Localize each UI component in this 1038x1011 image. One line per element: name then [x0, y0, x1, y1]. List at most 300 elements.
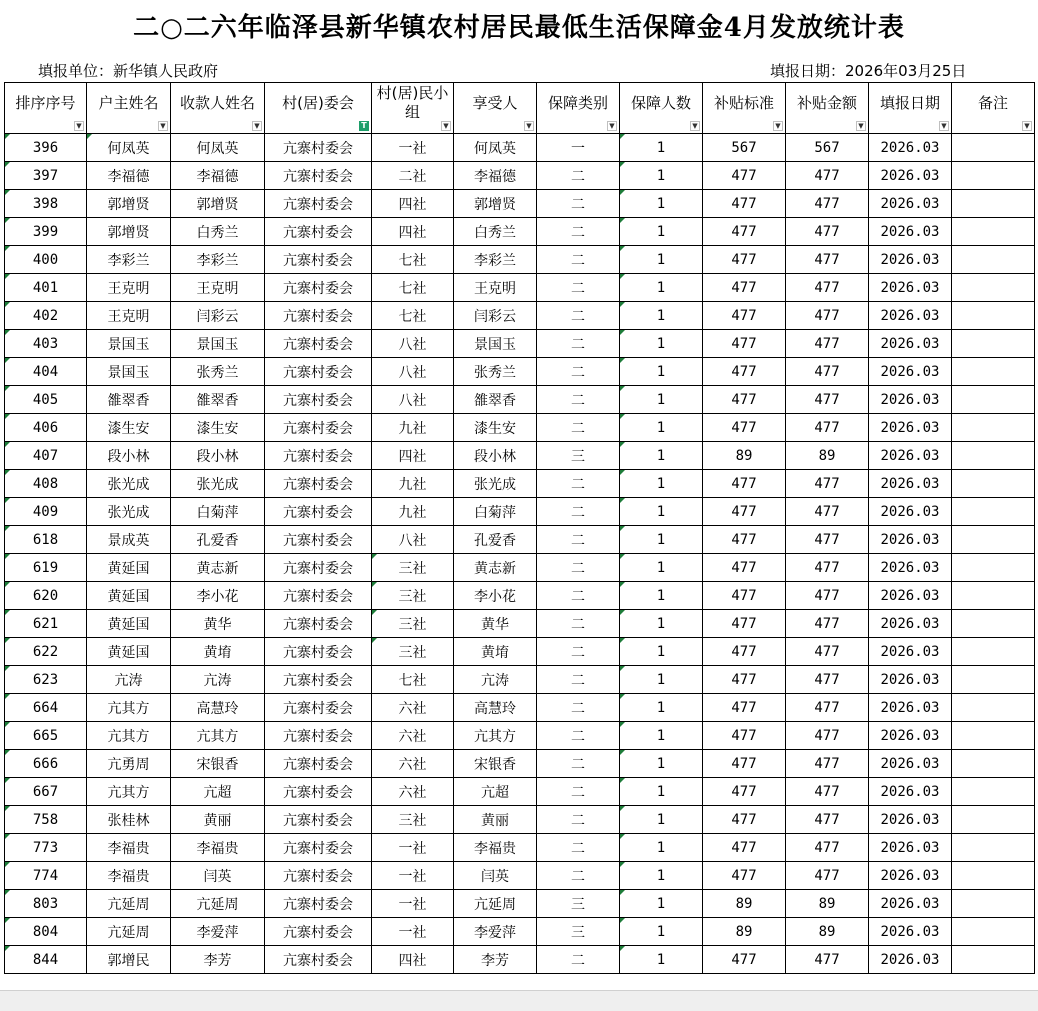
table-cell[interactable]: 雒翠香 — [87, 386, 171, 414]
table-cell[interactable]: 白菊萍 — [454, 498, 537, 526]
table-cell[interactable]: 621 — [5, 610, 87, 638]
table-cell[interactable]: 399 — [5, 218, 87, 246]
table-cell[interactable]: 白秀兰 — [454, 218, 537, 246]
table-cell[interactable]: 一社 — [372, 862, 454, 890]
table-cell[interactable]: 1 — [620, 554, 703, 582]
table-cell[interactable]: 三社 — [372, 806, 454, 834]
table-cell[interactable]: 二 — [537, 750, 620, 778]
table-cell[interactable]: 李芳 — [171, 946, 265, 974]
table-cell[interactable]: 二 — [537, 862, 620, 890]
table-cell[interactable]: 黄志新 — [454, 554, 537, 582]
table-cell[interactable] — [952, 610, 1035, 638]
table-cell[interactable] — [952, 694, 1035, 722]
table-cell[interactable]: 王克明 — [87, 274, 171, 302]
table-cell[interactable]: 亢其方 — [171, 722, 265, 750]
table-cell[interactable]: 2026.03 — [869, 134, 952, 162]
table-cell[interactable]: 郭增贤 — [87, 218, 171, 246]
table-cell[interactable]: 619 — [5, 554, 87, 582]
table-cell[interactable] — [952, 246, 1035, 274]
table-cell[interactable]: 李福德 — [454, 162, 537, 190]
table-cell[interactable]: 雒翠香 — [454, 386, 537, 414]
table-cell[interactable]: 二 — [537, 274, 620, 302]
table-cell[interactable]: 2026.03 — [869, 470, 952, 498]
table-cell[interactable]: 亢延周 — [87, 918, 171, 946]
table-cell[interactable]: 二 — [537, 694, 620, 722]
table-cell[interactable]: 亢寨村委会 — [265, 414, 372, 442]
filter-dropdown-icon[interactable]: ▼ — [1022, 121, 1032, 131]
table-cell[interactable]: 亢寨村委会 — [265, 470, 372, 498]
table-cell[interactable]: 亢勇周 — [87, 750, 171, 778]
table-cell[interactable]: 774 — [5, 862, 87, 890]
table-cell[interactable]: 477 — [786, 806, 869, 834]
table-cell[interactable]: 亢其方 — [87, 778, 171, 806]
table-cell[interactable]: 孔爱香 — [171, 526, 265, 554]
table-cell[interactable]: 张秀兰 — [171, 358, 265, 386]
table-cell[interactable]: 二 — [537, 162, 620, 190]
table-cell[interactable]: 1 — [620, 582, 703, 610]
table-cell[interactable]: 漆生安 — [454, 414, 537, 442]
table-cell[interactable]: 402 — [5, 302, 87, 330]
table-cell[interactable]: 宋银香 — [171, 750, 265, 778]
table-cell[interactable]: 477 — [703, 554, 786, 582]
table-cell[interactable]: 雒翠香 — [171, 386, 265, 414]
table-cell[interactable]: 89 — [786, 918, 869, 946]
table-cell[interactable]: 亢寨村委会 — [265, 918, 372, 946]
table-cell[interactable]: 1 — [620, 358, 703, 386]
table-cell[interactable]: 亢延周 — [171, 890, 265, 918]
table-cell[interactable]: 段小林 — [454, 442, 537, 470]
table-cell[interactable]: 396 — [5, 134, 87, 162]
filter-dropdown-icon[interactable]: ▼ — [74, 121, 84, 131]
table-cell[interactable]: 王克明 — [87, 302, 171, 330]
table-cell[interactable]: 亢寨村委会 — [265, 330, 372, 358]
table-cell[interactable]: 二 — [537, 190, 620, 218]
table-cell[interactable]: 亢寨村委会 — [265, 358, 372, 386]
table-cell[interactable]: 477 — [703, 666, 786, 694]
table-cell[interactable]: 亢寨村委会 — [265, 134, 372, 162]
table-cell[interactable]: 477 — [703, 246, 786, 274]
table-cell[interactable]: 四社 — [372, 946, 454, 974]
table-cell[interactable]: 567 — [703, 134, 786, 162]
table-cell[interactable] — [952, 582, 1035, 610]
table-cell[interactable]: 2026.03 — [869, 862, 952, 890]
table-cell[interactable]: 六社 — [372, 694, 454, 722]
table-cell[interactable]: 477 — [786, 834, 869, 862]
table-cell[interactable]: 九社 — [372, 470, 454, 498]
table-cell[interactable]: 2026.03 — [869, 582, 952, 610]
table-cell[interactable]: 张光成 — [171, 470, 265, 498]
table-cell[interactable]: 2026.03 — [869, 806, 952, 834]
table-cell[interactable]: 九社 — [372, 498, 454, 526]
table-cell[interactable]: 398 — [5, 190, 87, 218]
table-cell[interactable]: 477 — [703, 638, 786, 666]
table-cell[interactable]: 1 — [620, 246, 703, 274]
table-cell[interactable]: 四社 — [372, 218, 454, 246]
table-cell[interactable]: 亢寨村委会 — [265, 442, 372, 470]
table-cell[interactable]: 477 — [786, 190, 869, 218]
table-cell[interactable]: 二 — [537, 526, 620, 554]
table-cell[interactable]: 二 — [537, 246, 620, 274]
table-cell[interactable] — [952, 806, 1035, 834]
table-cell[interactable]: 2026.03 — [869, 666, 952, 694]
table-cell[interactable]: 2026.03 — [869, 890, 952, 918]
table-cell[interactable]: 三 — [537, 442, 620, 470]
table-cell[interactable]: 二 — [537, 722, 620, 750]
table-cell[interactable]: 89 — [703, 890, 786, 918]
table-cell[interactable] — [952, 666, 1035, 694]
table-cell[interactable]: 2026.03 — [869, 778, 952, 806]
table-cell[interactable]: 李芳 — [454, 946, 537, 974]
table-cell[interactable]: 2026.03 — [869, 722, 952, 750]
table-cell[interactable]: 二 — [537, 470, 620, 498]
table-cell[interactable]: 王克明 — [454, 274, 537, 302]
table-cell[interactable]: 李小花 — [454, 582, 537, 610]
table-cell[interactable]: 景国玉 — [171, 330, 265, 358]
table-cell[interactable]: 李福德 — [171, 162, 265, 190]
table-cell[interactable]: 477 — [786, 330, 869, 358]
table-cell[interactable]: 闫彩云 — [454, 302, 537, 330]
table-cell[interactable]: 张光成 — [454, 470, 537, 498]
table-cell[interactable]: 409 — [5, 498, 87, 526]
table-cell[interactable]: 四社 — [372, 190, 454, 218]
table-cell[interactable]: 一 — [537, 134, 620, 162]
table-cell[interactable]: 477 — [786, 302, 869, 330]
table-cell[interactable]: 2026.03 — [869, 610, 952, 638]
table-cell[interactable]: 黄延国 — [87, 582, 171, 610]
table-cell[interactable]: 1 — [620, 722, 703, 750]
table-cell[interactable]: 亢寨村委会 — [265, 498, 372, 526]
filter-dropdown-icon[interactable]: ▼ — [690, 121, 700, 131]
table-cell[interactable]: 亢延周 — [87, 890, 171, 918]
table-cell[interactable]: 亢寨村委会 — [265, 162, 372, 190]
table-cell[interactable]: 漆生安 — [87, 414, 171, 442]
table-cell[interactable]: 1 — [620, 946, 703, 974]
table-cell[interactable]: 一社 — [372, 134, 454, 162]
table-cell[interactable] — [952, 862, 1035, 890]
table-cell[interactable]: 李福贵 — [454, 834, 537, 862]
table-cell[interactable]: 1 — [620, 218, 703, 246]
table-cell[interactable]: 亢寨村委会 — [265, 946, 372, 974]
table-cell[interactable]: 三 — [537, 890, 620, 918]
table-cell[interactable]: 三社 — [372, 582, 454, 610]
table-cell[interactable]: 2026.03 — [869, 386, 952, 414]
table-cell[interactable] — [952, 722, 1035, 750]
table-cell[interactable]: 一社 — [372, 890, 454, 918]
table-cell[interactable]: 2026.03 — [869, 246, 952, 274]
table-cell[interactable]: 亢寨村委会 — [265, 610, 372, 638]
table-cell[interactable]: 亢寨村委会 — [265, 526, 372, 554]
table-cell[interactable]: 三社 — [372, 638, 454, 666]
table-cell[interactable]: 2026.03 — [869, 218, 952, 246]
table-cell[interactable]: 郭增贤 — [87, 190, 171, 218]
table-cell[interactable]: 477 — [703, 582, 786, 610]
filter-dropdown-icon[interactable]: ▼ — [524, 121, 534, 131]
table-cell[interactable]: 2026.03 — [869, 946, 952, 974]
table-cell[interactable]: 2026.03 — [869, 638, 952, 666]
table-cell[interactable]: 二 — [537, 638, 620, 666]
table-cell[interactable]: 黄堉 — [171, 638, 265, 666]
table-cell[interactable]: 1 — [620, 162, 703, 190]
table-cell[interactable]: 景国玉 — [87, 330, 171, 358]
table-cell[interactable]: 1 — [620, 386, 703, 414]
table-cell[interactable]: 477 — [703, 806, 786, 834]
table-cell[interactable]: 401 — [5, 274, 87, 302]
table-cell[interactable]: 89 — [786, 442, 869, 470]
table-cell[interactable]: 景成英 — [87, 526, 171, 554]
table-cell[interactable]: 1 — [620, 862, 703, 890]
table-cell[interactable]: 七社 — [372, 666, 454, 694]
table-cell[interactable]: 二 — [537, 946, 620, 974]
table-cell[interactable]: 宋银香 — [454, 750, 537, 778]
table-cell[interactable]: 李福贵 — [171, 834, 265, 862]
table-cell[interactable]: 亢寨村委会 — [265, 750, 372, 778]
table-cell[interactable]: 黄延国 — [87, 610, 171, 638]
table-cell[interactable]: 亢寨村委会 — [265, 778, 372, 806]
table-cell[interactable]: 二 — [537, 610, 620, 638]
table-cell[interactable]: 1 — [620, 918, 703, 946]
table-cell[interactable]: 618 — [5, 526, 87, 554]
table-cell[interactable]: 亢寨村委会 — [265, 638, 372, 666]
table-cell[interactable]: 1 — [620, 190, 703, 218]
table-cell[interactable]: 四社 — [372, 442, 454, 470]
table-cell[interactable] — [952, 834, 1035, 862]
table-cell[interactable]: 景国玉 — [87, 358, 171, 386]
table-cell[interactable]: 1 — [620, 134, 703, 162]
table-cell[interactable]: 八社 — [372, 358, 454, 386]
table-cell[interactable]: 804 — [5, 918, 87, 946]
table-cell[interactable]: 二 — [537, 806, 620, 834]
table-cell[interactable]: 405 — [5, 386, 87, 414]
table-cell[interactable]: 段小林 — [171, 442, 265, 470]
table-cell[interactable]: 844 — [5, 946, 87, 974]
table-cell[interactable]: 八社 — [372, 330, 454, 358]
table-cell[interactable]: 亢涛 — [454, 666, 537, 694]
filter-dropdown-icon[interactable]: ▼ — [158, 121, 168, 131]
table-cell[interactable]: 2026.03 — [869, 554, 952, 582]
table-cell[interactable]: 何凤英 — [87, 134, 171, 162]
table-cell[interactable]: 孔爱香 — [454, 526, 537, 554]
table-cell[interactable]: 1 — [620, 442, 703, 470]
table-cell[interactable]: 477 — [786, 554, 869, 582]
table-cell[interactable]: 477 — [786, 274, 869, 302]
filter-dropdown-icon[interactable]: ▼ — [856, 121, 866, 131]
table-cell[interactable]: 477 — [786, 946, 869, 974]
table-cell[interactable]: 477 — [786, 862, 869, 890]
table-cell[interactable]: 477 — [703, 498, 786, 526]
table-cell[interactable]: 2026.03 — [869, 358, 952, 386]
table-cell[interactable]: 477 — [703, 274, 786, 302]
table-cell[interactable]: 李爱萍 — [171, 918, 265, 946]
table-cell[interactable]: 477 — [786, 526, 869, 554]
table-cell[interactable]: 郭增贤 — [171, 190, 265, 218]
filter-dropdown-icon[interactable]: ▼ — [252, 121, 262, 131]
table-cell[interactable]: 403 — [5, 330, 87, 358]
table-cell[interactable]: 803 — [5, 890, 87, 918]
table-cell[interactable] — [952, 190, 1035, 218]
table-cell[interactable]: 段小林 — [87, 442, 171, 470]
table-cell[interactable]: 477 — [703, 750, 786, 778]
table-cell[interactable]: 477 — [703, 386, 786, 414]
table-cell[interactable]: 477 — [703, 778, 786, 806]
table-cell[interactable]: 亢寨村委会 — [265, 190, 372, 218]
table-cell[interactable]: 477 — [786, 694, 869, 722]
table-cell[interactable]: 亢其方 — [87, 722, 171, 750]
table-cell[interactable]: 漆生安 — [171, 414, 265, 442]
table-cell[interactable]: 477 — [786, 470, 869, 498]
table-cell[interactable]: 七社 — [372, 302, 454, 330]
table-cell[interactable]: 七社 — [372, 246, 454, 274]
table-cell[interactable]: 二 — [537, 834, 620, 862]
table-cell[interactable]: 李福德 — [87, 162, 171, 190]
table-cell[interactable]: 623 — [5, 666, 87, 694]
table-cell[interactable]: 白菊萍 — [171, 498, 265, 526]
table-cell[interactable]: 620 — [5, 582, 87, 610]
table-cell[interactable]: 477 — [703, 190, 786, 218]
table-cell[interactable]: 2026.03 — [869, 302, 952, 330]
table-cell[interactable]: 亢寨村委会 — [265, 218, 372, 246]
table-cell[interactable]: 2026.03 — [869, 190, 952, 218]
table-cell[interactable]: 477 — [703, 414, 786, 442]
filter-dropdown-icon[interactable]: ▼ — [939, 121, 949, 131]
table-cell[interactable]: 黄华 — [171, 610, 265, 638]
table-cell[interactable]: 1 — [620, 330, 703, 358]
filter-dropdown-icon[interactable]: ▼ — [773, 121, 783, 131]
table-cell[interactable]: 王克明 — [171, 274, 265, 302]
table-cell[interactable]: 亢寨村委会 — [265, 862, 372, 890]
table-cell[interactable]: 1 — [620, 806, 703, 834]
table-cell[interactable]: 406 — [5, 414, 87, 442]
table-cell[interactable]: 477 — [703, 330, 786, 358]
table-cell[interactable]: 三社 — [372, 610, 454, 638]
table-cell[interactable]: 二 — [537, 666, 620, 694]
table-cell[interactable]: 闫彩云 — [171, 302, 265, 330]
table-cell[interactable]: 九社 — [372, 414, 454, 442]
table-cell[interactable]: 1 — [620, 890, 703, 918]
table-cell[interactable]: 黄丽 — [171, 806, 265, 834]
table-cell[interactable]: 闫英 — [171, 862, 265, 890]
table-cell[interactable]: 477 — [703, 470, 786, 498]
table-cell[interactable] — [952, 386, 1035, 414]
table-cell[interactable]: 477 — [786, 218, 869, 246]
table-cell[interactable]: 二 — [537, 218, 620, 246]
table-cell[interactable]: 黄丽 — [454, 806, 537, 834]
table-cell[interactable]: 黄志新 — [171, 554, 265, 582]
table-cell[interactable]: 89 — [786, 890, 869, 918]
table-cell[interactable]: 亢寨村委会 — [265, 666, 372, 694]
table-cell[interactable]: 亢寨村委会 — [265, 722, 372, 750]
table-cell[interactable]: 闫英 — [454, 862, 537, 890]
table-cell[interactable]: 1 — [620, 470, 703, 498]
table-cell[interactable]: 477 — [786, 358, 869, 386]
table-cell[interactable] — [952, 470, 1035, 498]
table-cell[interactable]: 1 — [620, 526, 703, 554]
table-cell[interactable]: 665 — [5, 722, 87, 750]
table-cell[interactable]: 477 — [786, 638, 869, 666]
table-cell[interactable]: 667 — [5, 778, 87, 806]
table-cell[interactable]: 1 — [620, 638, 703, 666]
table-cell[interactable]: 一社 — [372, 918, 454, 946]
table-cell[interactable]: 亢其方 — [454, 722, 537, 750]
table-cell[interactable]: 773 — [5, 834, 87, 862]
table-cell[interactable] — [952, 358, 1035, 386]
table-cell[interactable]: 2026.03 — [869, 330, 952, 358]
table-cell[interactable]: 1 — [620, 834, 703, 862]
table-cell[interactable] — [952, 498, 1035, 526]
table-cell[interactable]: 白秀兰 — [171, 218, 265, 246]
table-cell[interactable]: 李彩兰 — [171, 246, 265, 274]
table-cell[interactable]: 477 — [703, 162, 786, 190]
table-cell[interactable]: 二 — [537, 498, 620, 526]
table-cell[interactable]: 477 — [703, 694, 786, 722]
table-cell[interactable]: 477 — [703, 946, 786, 974]
table-cell[interactable]: 477 — [786, 722, 869, 750]
table-cell[interactable]: 亢其方 — [87, 694, 171, 722]
table-cell[interactable]: 2026.03 — [869, 498, 952, 526]
table-cell[interactable]: 477 — [703, 302, 786, 330]
table-cell[interactable]: 亢超 — [454, 778, 537, 806]
table-cell[interactable]: 张光成 — [87, 498, 171, 526]
table-cell[interactable]: 亢寨村委会 — [265, 834, 372, 862]
table-cell[interactable]: 郭增民 — [87, 946, 171, 974]
table-cell[interactable]: 477 — [786, 498, 869, 526]
table-cell[interactable]: 李福贵 — [87, 834, 171, 862]
table-cell[interactable]: 1 — [620, 666, 703, 694]
table-cell[interactable]: 黄延国 — [87, 638, 171, 666]
table-cell[interactable]: 李小花 — [171, 582, 265, 610]
table-cell[interactable]: 477 — [786, 162, 869, 190]
table-cell[interactable] — [952, 218, 1035, 246]
table-cell[interactable]: 亢寨村委会 — [265, 806, 372, 834]
table-cell[interactable]: 477 — [786, 750, 869, 778]
table-cell[interactable]: 477 — [703, 834, 786, 862]
table-cell[interactable]: 1 — [620, 778, 703, 806]
table-cell[interactable]: 1 — [620, 750, 703, 778]
table-cell[interactable]: 六社 — [372, 778, 454, 806]
table-cell[interactable]: 664 — [5, 694, 87, 722]
table-cell[interactable] — [952, 946, 1035, 974]
table-cell[interactable]: 1 — [620, 414, 703, 442]
table-cell[interactable]: 亢寨村委会 — [265, 890, 372, 918]
table-cell[interactable]: 何凤英 — [454, 134, 537, 162]
table-cell[interactable]: 李爱萍 — [454, 918, 537, 946]
table-cell[interactable]: 亢寨村委会 — [265, 274, 372, 302]
table-cell[interactable]: 亢超 — [171, 778, 265, 806]
table-cell[interactable]: 何凤英 — [171, 134, 265, 162]
table-cell[interactable]: 622 — [5, 638, 87, 666]
table-cell[interactable]: 407 — [5, 442, 87, 470]
table-cell[interactable]: 二 — [537, 330, 620, 358]
table-cell[interactable]: 亢寨村委会 — [265, 694, 372, 722]
table-cell[interactable]: 黄堉 — [454, 638, 537, 666]
table-cell[interactable]: 404 — [5, 358, 87, 386]
table-cell[interactable]: 758 — [5, 806, 87, 834]
table-cell[interactable] — [952, 414, 1035, 442]
table-cell[interactable]: 二 — [537, 358, 620, 386]
table-cell[interactable] — [952, 302, 1035, 330]
table-cell[interactable]: 八社 — [372, 386, 454, 414]
table-cell[interactable]: 亢寨村委会 — [265, 582, 372, 610]
table-cell[interactable]: 477 — [703, 862, 786, 890]
table-cell[interactable]: 黄延国 — [87, 554, 171, 582]
table-cell[interactable]: 2026.03 — [869, 442, 952, 470]
table-cell[interactable]: 二 — [537, 554, 620, 582]
table-cell[interactable]: 亢涛 — [171, 666, 265, 694]
table-cell[interactable]: 八社 — [372, 526, 454, 554]
table-cell[interactable]: 397 — [5, 162, 87, 190]
table-cell[interactable]: 二 — [537, 582, 620, 610]
table-cell[interactable]: 477 — [786, 414, 869, 442]
table-cell[interactable]: 2026.03 — [869, 834, 952, 862]
